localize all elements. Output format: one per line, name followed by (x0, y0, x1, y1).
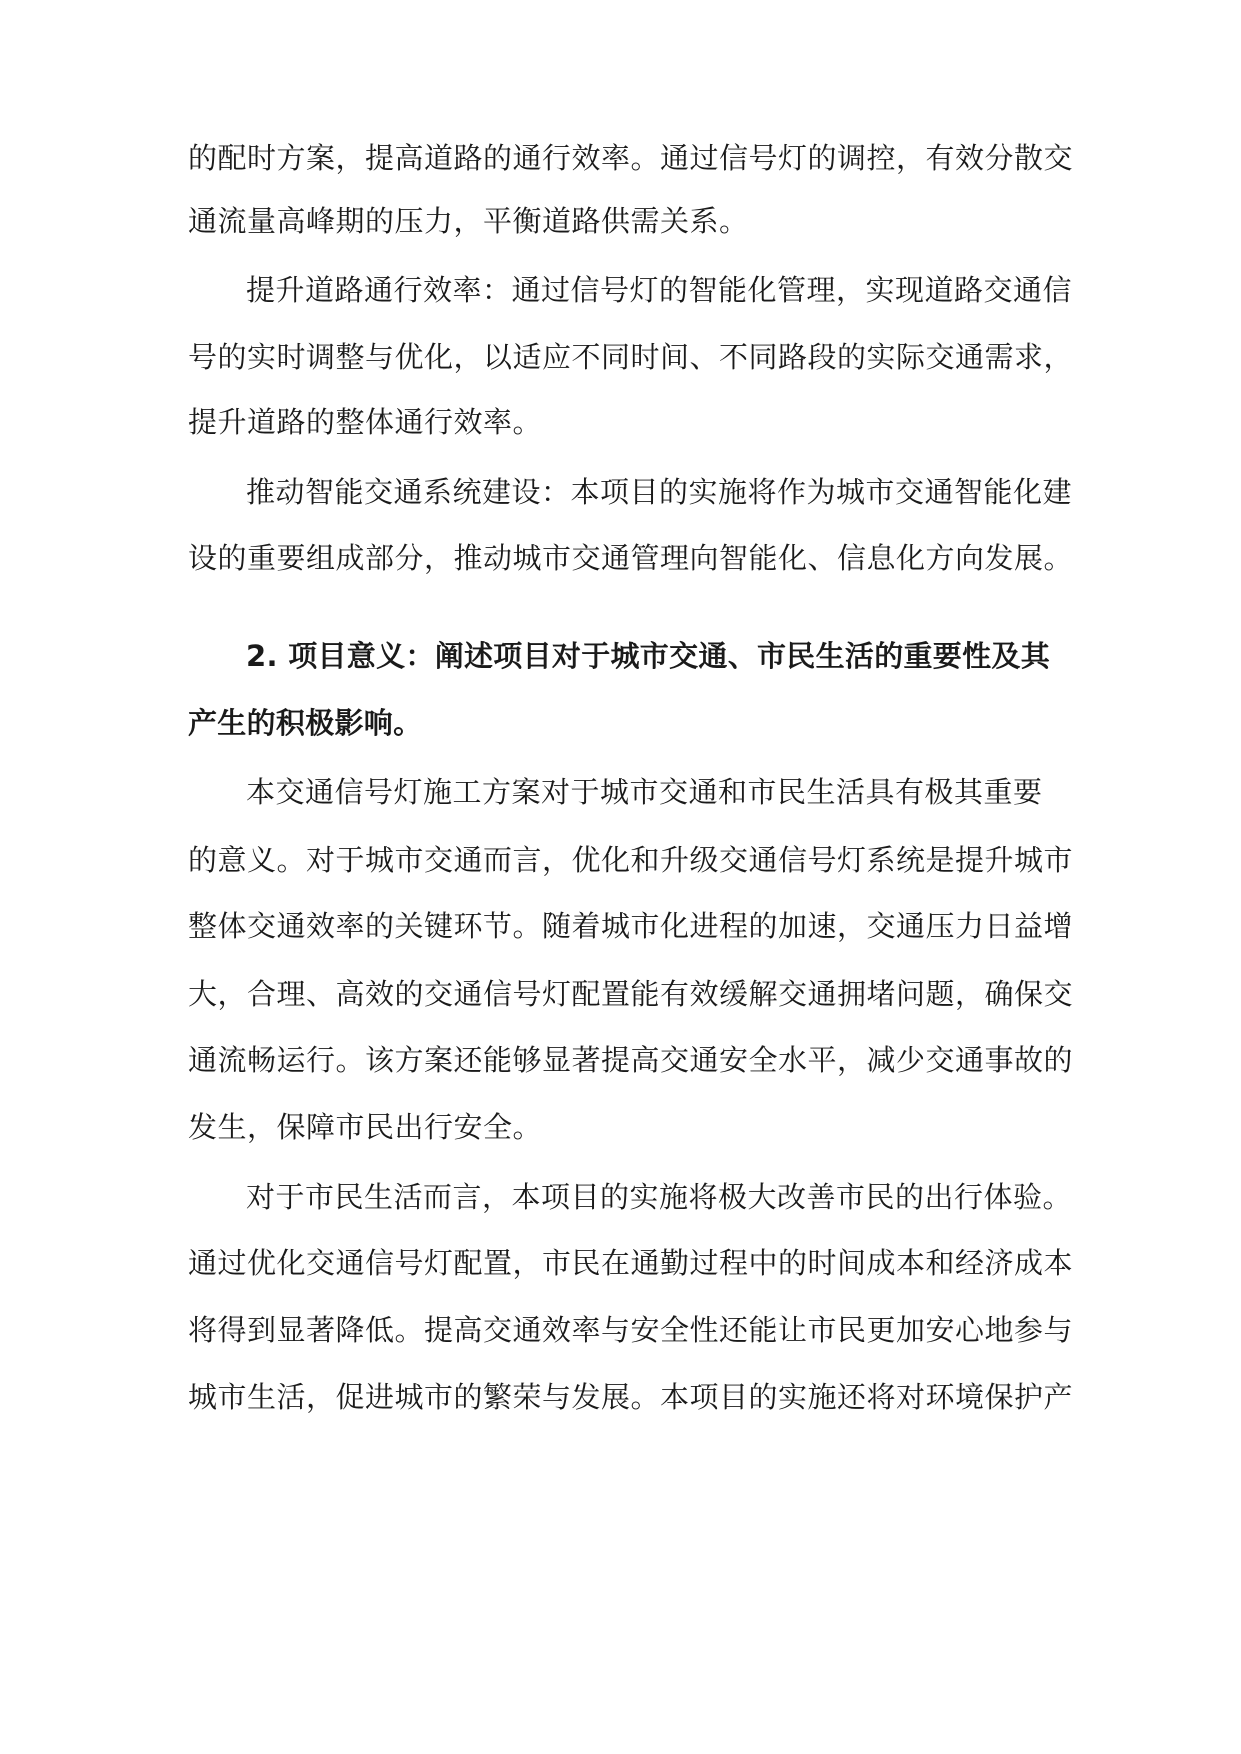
paragraph-2-line-3: 提升道路的整体通行效率。 (188, 405, 543, 439)
body-paragraph-1-line-4: 大，合理、高效的交通信号灯配置能有效缓解交通拥堵问题，确保交 (188, 977, 1074, 1011)
body-paragraph-1-line-2: 的意义。对于城市交通而言，优化和升级交通信号灯系统是提升城市 (188, 843, 1074, 877)
body-paragraph-1-line-5: 通流畅运行。该方案还能够显著提高交通安全水平，减少交通事故的 (188, 1043, 1074, 1077)
body-paragraph-2-line-3: 将得到显著降低。提高交通效率与安全性还能让市民更加安心地参与 (188, 1313, 1074, 1347)
paragraph-1-line-1: 的配时方案，提高道路的通行效率。通过信号灯的调控，有效分散交 (188, 141, 1074, 175)
body-paragraph-2-line-4: 城市生活，促进城市的繁荣与发展。本项目的实施还将对环境保护产 (188, 1380, 1074, 1414)
section-heading-line-1: 2. 项目意义：阐述项目对于城市交通、市民生活的重要性及其 (246, 639, 1050, 673)
paragraph-2-line-1: 提升道路通行效率：通过信号灯的智能化管理，实现道路交通信 (246, 273, 1073, 307)
paragraph-3-line-2: 设的重要组成部分，推动城市交通管理向智能化、信息化方向发展。 (188, 541, 1074, 575)
paragraph-2-line-2: 号的实时调整与优化，以适应不同时间、不同路段的实际交通需求， (188, 340, 1074, 374)
section-heading-line-2: 产生的积极影响。 (188, 706, 423, 740)
body-paragraph-1-line-1: 本交通信号灯施工方案对于城市交通和市民生活具有极其重要 (246, 775, 1043, 809)
body-paragraph-2-line-2: 通过优化交通信号灯配置，市民在通勤过程中的时间成本和经济成本 (188, 1246, 1074, 1280)
paragraph-1-line-2: 通流量高峰期的压力，平衡道路供需关系。 (188, 204, 749, 238)
body-paragraph-1-line-3: 整体交通效率的关键环节。随着城市化进程的加速，交通压力日益增 (188, 909, 1074, 943)
paragraph-3-line-1: 推动智能交通系统建设：本项目的实施将作为城市交通智能化建 (246, 475, 1073, 509)
body-paragraph-1-line-6: 发生，保障市民出行安全。 (188, 1110, 543, 1144)
body-paragraph-2-line-1: 对于市民生活而言，本项目的实施将极大改善市民的出行体验。 (246, 1180, 1073, 1214)
